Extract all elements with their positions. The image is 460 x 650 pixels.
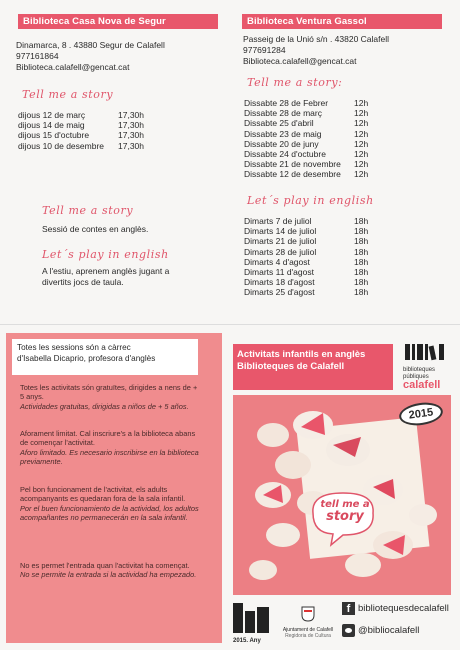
bubble-line: story	[326, 509, 364, 524]
twitter-icon	[342, 624, 355, 637]
list-item: Dimarts 11 d'agost 18h	[244, 267, 369, 278]
list-item: Dissabte 20 de juny 12h	[244, 138, 369, 149]
instructor-line: Totes les sessions són a càrrec	[17, 343, 131, 352]
paragraph-aforament	[20, 429, 200, 466]
facebook-link[interactable]	[342, 602, 449, 615]
list-item: dijous 12 de març 17,30h	[18, 110, 144, 120]
tell-me-story-heading-2: Tell me a story	[42, 204, 134, 217]
text-es: Actividades gratuitas, dirigidas a niños de + 5 años.	[20, 401, 189, 411]
text-ca: Pel bon funcionament de l'activitat, els adults acompanyants es quedaran fora de la sala infantil.	[20, 485, 186, 504]
library-network-icon	[233, 603, 271, 633]
text-es: Aforo limitado. Es necesario inscribirse en la biblioteca previamente.	[20, 447, 199, 466]
facebook-handle: bibliotequesdecalafell	[358, 603, 449, 614]
address-ventura	[243, 34, 389, 67]
email: Biblioteca.calafell@gencat.cat	[243, 56, 357, 66]
phone: 977691284	[243, 45, 286, 55]
list-item: Dissabte 28 de Febrer 12h	[244, 98, 369, 108]
biblioteques-logo	[403, 342, 451, 391]
ajuntament-text: Ajuntament de Calafell	[282, 627, 334, 633]
header-ventura-gassol: Biblioteca Ventura Gassol	[242, 14, 442, 29]
footer-year	[233, 638, 271, 644]
twitter-link[interactable]	[342, 624, 419, 637]
year-badge-text: 2015	[408, 406, 434, 422]
stones-photo	[233, 395, 451, 595]
text-ca: Totes les activitats són gratuïtes, dirigides a nens de + 5 anys.	[20, 383, 198, 402]
text-ca: No es permet l'entrada quan l'activitat ha començat.	[20, 561, 190, 570]
list-item: dijous 15 d'octubre 17,30h	[18, 130, 144, 141]
tell-desc: Sessió de contes en anglès.	[42, 224, 149, 234]
footer-year-text: 2015.	[233, 638, 249, 644]
tell-me-story-heading-right: Tell me a story:	[247, 76, 343, 89]
speech-bubble-text	[317, 499, 373, 523]
play-desc	[42, 266, 169, 288]
address-line: Passeig de la Unió s/n . 43820 Calafell	[243, 34, 390, 44]
list-item: Dimarts 21 de juliol 18h	[244, 236, 369, 247]
text-es: No se permite la entrada si la actividad ha empezado.	[20, 570, 197, 580]
coat-of-arms-icon	[301, 606, 315, 622]
facebook-icon: f	[342, 602, 355, 615]
list-item: Dimarts 25 d'agost 18h	[244, 287, 369, 298]
list-item: Dissabte 25 d'abril 12h	[244, 118, 369, 129]
bubble-line: tell me a	[320, 499, 370, 510]
list-item: Dissabte 23 de maig 12h	[244, 128, 369, 139]
lets-play-heading: Let´s play in english	[42, 248, 169, 261]
email: Biblioteca.calafell@gencat.cat	[16, 62, 130, 72]
title-line: Activitats infantils en anglès	[237, 349, 366, 360]
paragraph-free	[20, 383, 200, 411]
biblioteques-xarxa-logo	[233, 603, 271, 643]
logo-line: biblioteques	[403, 367, 436, 373]
list-item: Dimarts 28 de juliol 18h	[244, 246, 369, 257]
books-icon	[403, 342, 451, 362]
play-desc-line: divertits jocs de taula.	[42, 277, 124, 287]
list-item: Dimarts 4 d'agost 18h	[244, 256, 369, 267]
text-es: Por el buen funcionamiento de la actividad, los adultos acompañantes no permanecerán en la sala infantil.	[20, 503, 199, 522]
list-item: Dissabte 28 de març 12h	[244, 108, 369, 119]
paragraph-entrada	[20, 561, 200, 580]
activities-title	[233, 344, 393, 390]
list-item: Dissabte 24 d'octubre 12h	[244, 149, 369, 160]
list-item: Dissabte 12 de desembre 12h	[244, 169, 369, 180]
title-line: Biblioteques de Calafell	[237, 361, 345, 372]
instructor-line: d'Isabella Dicaprio, profesora d'anglès	[17, 354, 156, 363]
lets-play-heading-right: Let´s play in english	[247, 194, 374, 207]
text-ca: Aforament limitat. Cal inscriure's a la biblioteca abans de començar l'activitat.	[20, 429, 196, 448]
address-casa-nova	[16, 40, 165, 73]
logo-calafell: calafell	[403, 379, 441, 391]
address-line: Dinamarca, 8 . 43880 Segur de Calafell	[16, 40, 165, 50]
list-item: Dimarts 7 de juliol 18h	[244, 216, 369, 226]
ajuntament-logo	[280, 606, 336, 639]
tell-me-story-heading: Tell me a story	[22, 88, 114, 101]
twitter-handle: @bibliocalafell	[358, 625, 420, 636]
info-panel	[6, 333, 222, 643]
regidoria-text: Regidoria de Cultura	[285, 633, 331, 639]
phone: 977161864	[16, 51, 59, 61]
footer-any-text: Any	[249, 638, 261, 644]
list-item: Dimarts 18 d'agost 18h	[244, 277, 369, 288]
logo-line: públiques	[403, 373, 429, 380]
schedule-casa-nova	[18, 110, 144, 151]
list-item: dijous 14 de maig 17,30h	[18, 120, 144, 131]
schedule-ventura-story	[244, 98, 368, 180]
play-desc-line: A l'estiu, aprenem anglès jugant a	[42, 266, 170, 276]
paragraph-adults	[20, 485, 200, 522]
instructor-note	[12, 339, 198, 375]
fold-divider	[0, 324, 460, 325]
header-casa-nova: Biblioteca Casa Nova de Segur	[18, 14, 218, 29]
list-item: dijous 10 de desembre 17,30h	[18, 140, 144, 151]
schedule-ventura-play	[244, 216, 368, 298]
list-item: Dimarts 14 de juliol 18h	[244, 226, 369, 237]
list-item: Dissabte 21 de novembre 12h	[244, 159, 369, 170]
